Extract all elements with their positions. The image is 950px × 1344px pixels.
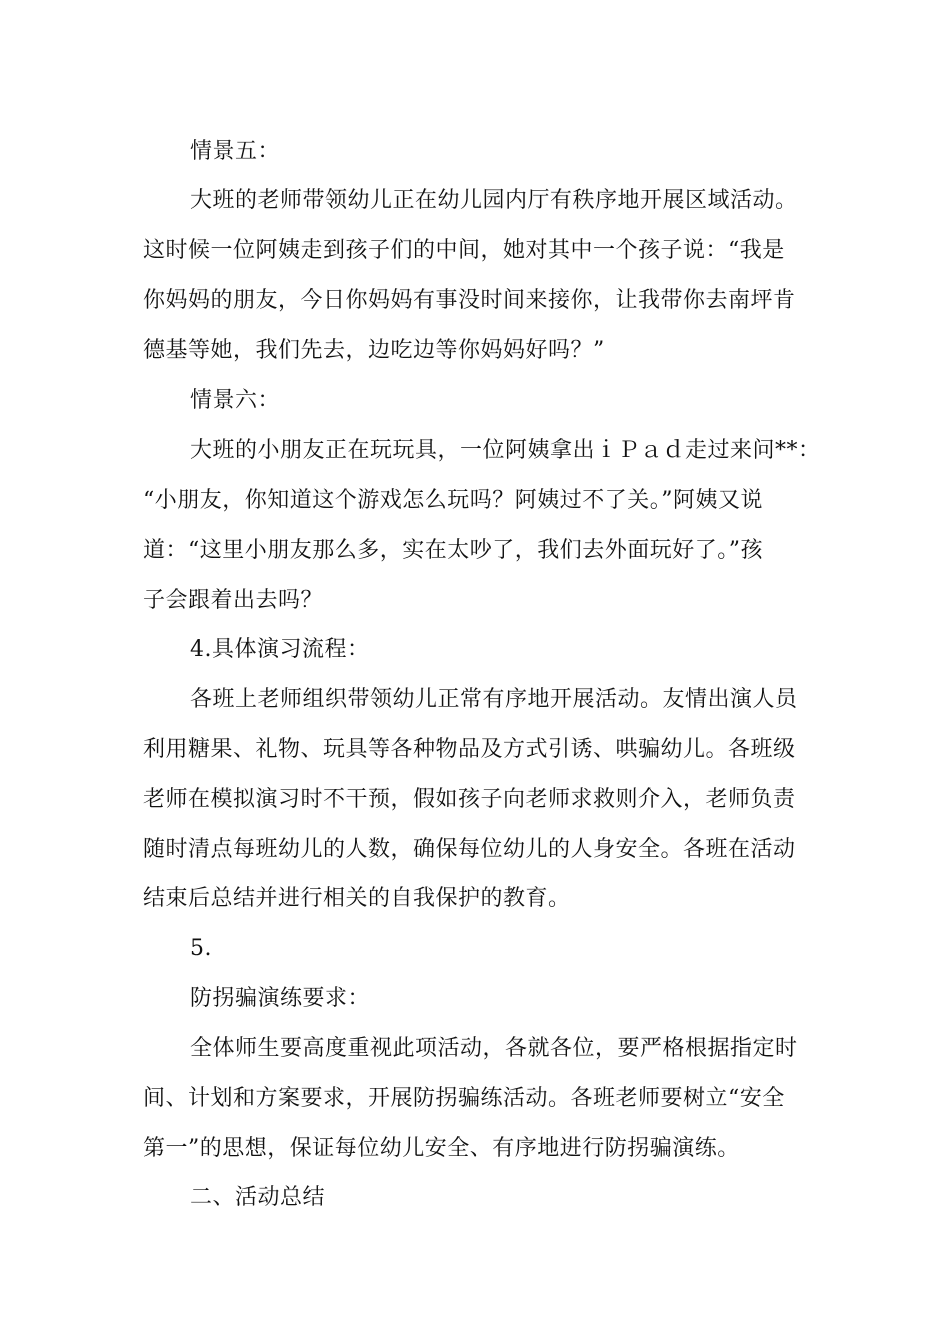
heading-activity-summary: 二、活动总结: [190, 1185, 326, 1210]
section-number: 5.: [190, 936, 212, 961]
paragraph-line: 老师在模拟演习时不干预，假如孩子向老师求救则介入，老师负责: [143, 787, 796, 812]
paragraph-line: 道：“这里小朋友那么多，实在太吵了，我们去外面玩好了。”孩: [143, 538, 763, 563]
paragraph-line: 第一”的思想，保证每位幼儿安全、有序地进行防拐骗演练。: [143, 1136, 740, 1161]
paragraph-line: 结束后总结并进行相关的自我保护的教育。: [143, 886, 571, 911]
paragraph-line: 各班上老师组织带领幼儿正常有序地开展活动。友情出演人员: [190, 687, 798, 712]
paragraph-line: 随时清点每班幼儿的人数，确保每位幼儿的人身安全。各班在活动: [143, 837, 796, 862]
heading-drill-process: 4.具体演习流程：: [190, 637, 370, 662]
heading-scenario-five: 情景五：: [190, 139, 281, 164]
paragraph-line: “小朋友，你知道这个游戏怎么玩吗？阿姨过不了关。”阿姨又说: [143, 488, 763, 513]
paragraph-line: 大班的老师带领幼儿正在幼儿园内厅有秩序地开展区域活动。: [190, 188, 798, 213]
heading-drill-requirements: 防拐骗演练要求：: [190, 986, 371, 1011]
paragraph-line: 子会跟着出去吗？: [143, 588, 324, 613]
paragraph-line: 间、计划和方案要求，开展防拐骗练活动。各班老师要树立“安全: [143, 1086, 785, 1111]
paragraph-line: 这时候一位阿姨走到孩子们的中间，她对其中一个孩子说：“我是: [143, 238, 785, 263]
paragraph-line: 利用糖果、礼物、玩具等各种物品及方式引诱、哄骗幼儿。各班级: [143, 737, 796, 762]
paragraph-line: 全体师生要高度重视此项活动，各就各位，要严格根据指定时: [190, 1036, 798, 1061]
paragraph-line: 德基等她，我们先去，边吃边等你妈妈好吗？”: [143, 338, 605, 363]
paragraph-line: 大班的小朋友正在玩玩具，一位阿姨拿出ｉＰａｄ走过来问**：: [190, 438, 821, 463]
paragraph-line: 你妈妈的朋友，今日你妈妈有事没时间来接你，让我带你去南坪肯: [143, 288, 796, 313]
heading-scenario-six: 情景六：: [190, 388, 281, 413]
